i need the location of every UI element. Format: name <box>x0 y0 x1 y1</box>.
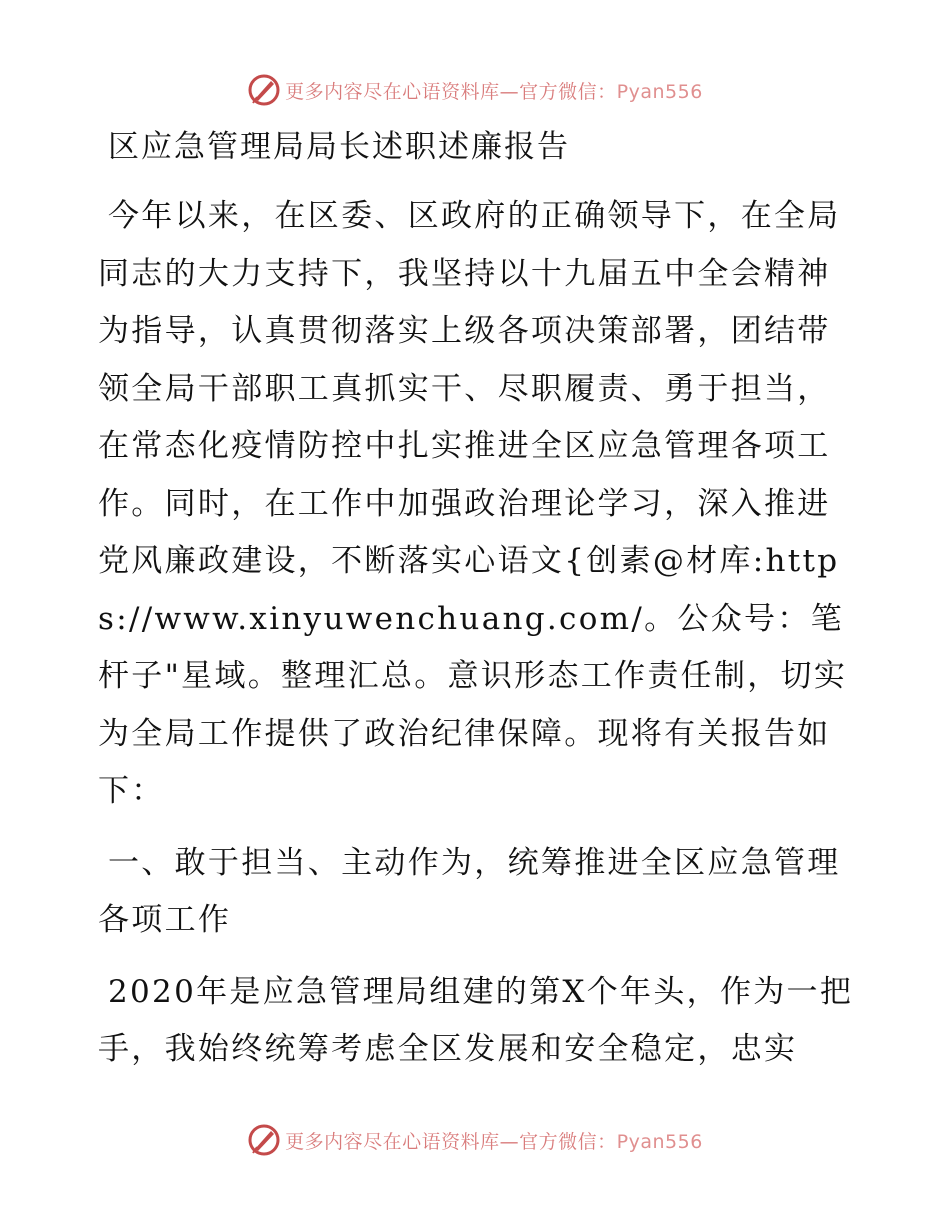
watermark-text: 更多内容尽在心语资料库—官方微信：Pyan556 <box>285 80 703 103</box>
section-heading-1: 一、敢于担当、主动作为，统筹推进全区应急管理各项工作 <box>98 844 841 938</box>
wechat-id: Pyan556 <box>616 1130 703 1153</box>
paragraph-intro: 今年以来，在区委、区政府的正确领导下，在全局同志的大力支持下，我坚持以十九届五中全会精神为指导，认真贯彻落实上级各项决策部署，团结带领全局干部职工真抓实干、尽职履责、勇于担当，在常态化疫情防控中扎实推进全区应急管理各项工作。同时，在工作中加强政治理论学习，深入推进党风廉政建设，不断落实心语文{创素@材库:https://www.xinyuwenchuang.com/。公众号：笔杆子"星域。整理汇总。意识形态工作责任制，切实为全局工作提供了政治纪律保障。现将有关报告如下： <box>98 198 848 809</box>
document-title: 区应急管理局局长述职述廉报告 <box>108 129 570 165</box>
footer-watermark-banner <box>0 1120 950 1160</box>
paragraph-section-1: 2020年是应急管理局组建的第X个年头，作为一把手，我始终统筹考虑全区发展和安全稳定，忠实 <box>98 973 854 1067</box>
document-body <box>98 118 858 1093</box>
watermark-text: 更多内容尽在心语资料库—官方微信：Pyan556 <box>285 1130 703 1153</box>
quill-pen-logo-icon <box>247 1123 281 1157</box>
header-watermark-banner <box>0 70 950 110</box>
quill-pen-logo-icon <box>247 73 281 107</box>
wechat-id: Pyan556 <box>616 80 703 103</box>
